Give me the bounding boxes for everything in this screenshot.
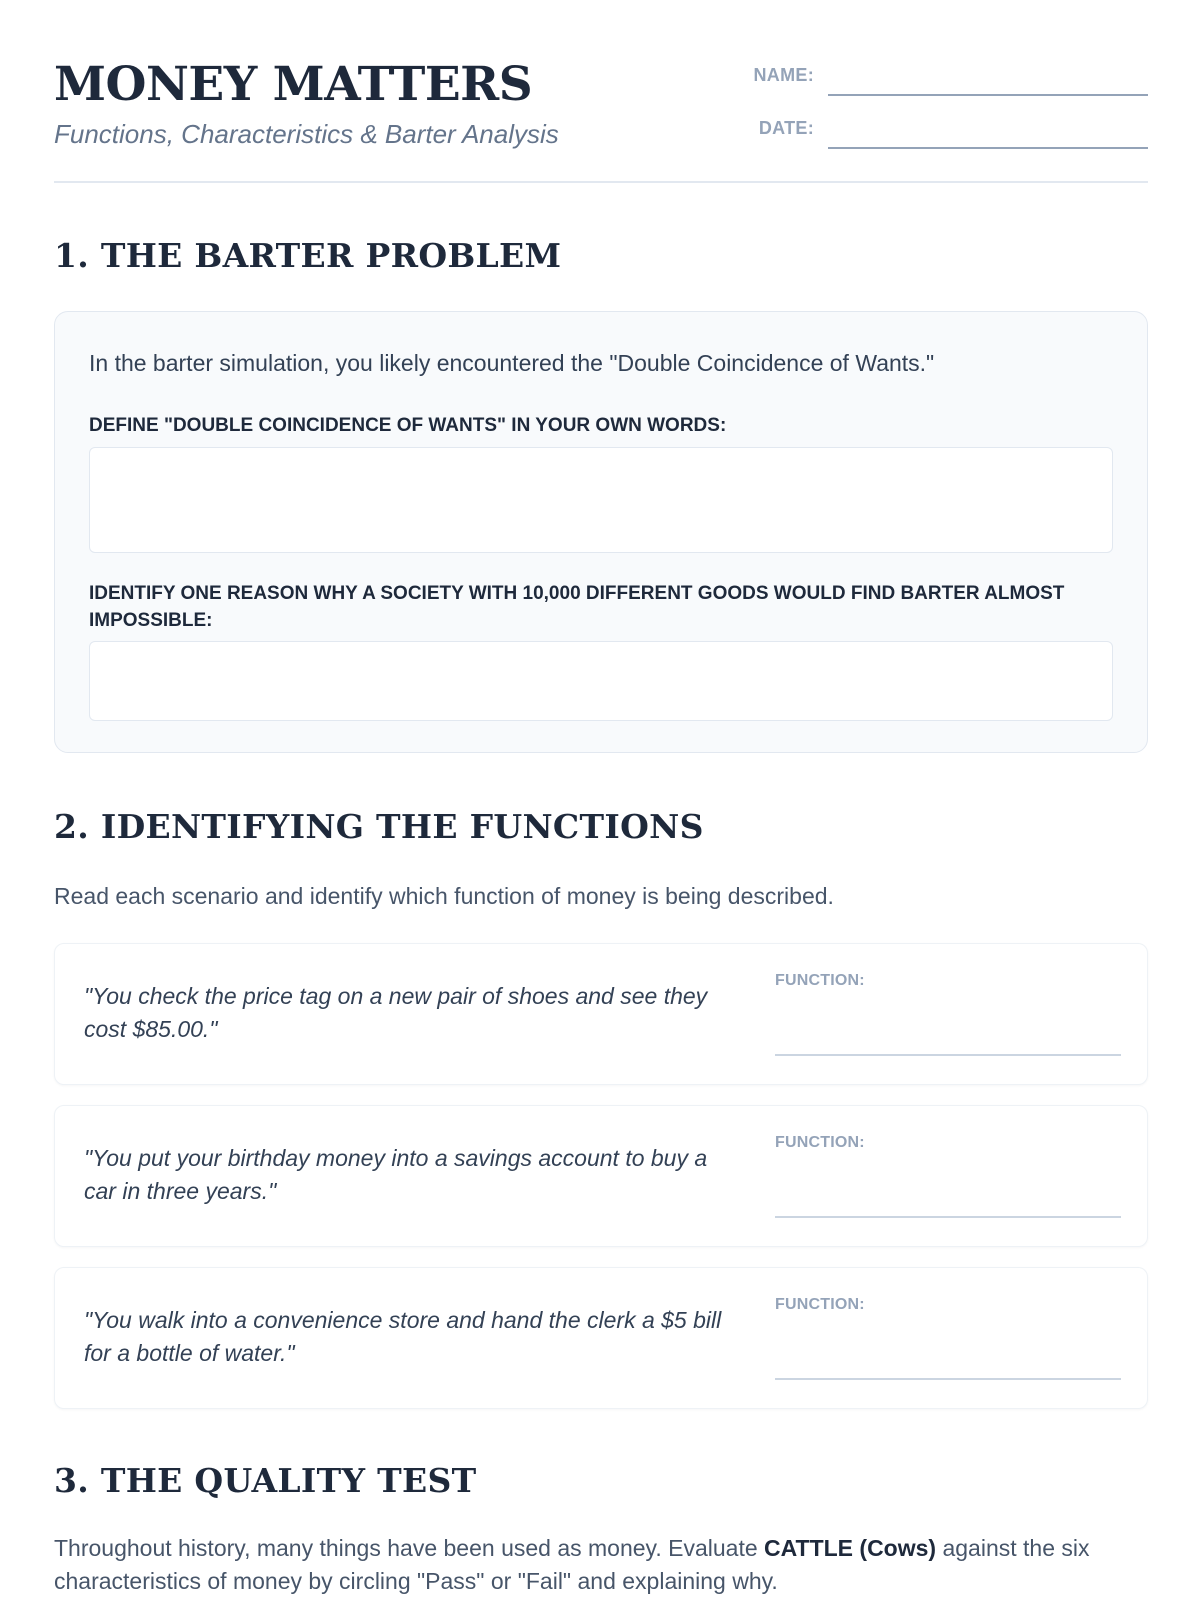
scenario-card	[54, 1267, 1148, 1409]
section-3-title: 3. THE QUALITY TEST	[54, 1461, 477, 1500]
section-1-title: 1. THE BARTER PROBLEM	[54, 236, 562, 275]
functions-intro: Read each scenario and identify which function of money is being described.	[54, 883, 834, 909]
cattle-emphasis: CATTLE (Cows)	[764, 1535, 937, 1561]
worksheet-header	[54, 55, 1148, 183]
function-answer-field[interactable]	[775, 1378, 1121, 1380]
barter-problem-box	[54, 311, 1148, 753]
scenario-card	[54, 943, 1148, 1085]
date-label: DATE:	[758, 118, 814, 138]
intro-text-end: against the six characteristics of money by circling "Pass" or "Fail" and explaining why.	[54, 1535, 1090, 1594]
date-row	[744, 111, 1148, 151]
scenario-card	[54, 1105, 1148, 1247]
scenario-quote: "You walk into a convenience store and hand the clerk a $5 bill for a bottle of water."	[84, 1307, 722, 1366]
function-label: FUNCTION:	[775, 1134, 865, 1151]
worksheet-page	[54, 0, 1148, 1600]
function-label: FUNCTION:	[775, 1296, 865, 1313]
section-2-title: 2. IDENTIFYING THE FUNCTIONS	[54, 807, 704, 846]
define-answer-field[interactable]	[89, 447, 1113, 553]
barter-intro: In the barter simulation, you likely encountered the "Double Coincidence of Wants."	[89, 350, 935, 376]
page-title: MONEY MATTERS	[54, 57, 533, 112]
name-row	[744, 58, 1148, 98]
function-label: FUNCTION:	[775, 972, 865, 989]
quality-test-intro	[54, 1532, 1148, 1598]
name-label: NAME:	[753, 65, 814, 85]
intro-text: Throughout history, many things have been used as money. Evaluate	[54, 1535, 765, 1561]
function-answer-field[interactable]	[775, 1216, 1121, 1218]
scenario-quote: "You put your birthday money into a savings account to buy a car in three years."	[84, 1145, 708, 1204]
question-reason-label: IDENTIFY ONE REASON WHY A SOCIETY WITH 10,000 DIFFERENT GOODS WOULD FIND BARTER ALMOST IMPOSSIBLE:	[89, 583, 1065, 631]
date-field[interactable]	[828, 147, 1148, 149]
function-answer-field[interactable]	[775, 1054, 1121, 1056]
name-field[interactable]	[828, 94, 1148, 96]
scenario-quote: "You check the price tag on a new pair of shoes and see they cost $85.00."	[84, 983, 708, 1042]
page-subtitle: Functions, Characteristics & Barter Analysis	[54, 119, 559, 149]
reason-answer-field[interactable]	[89, 641, 1113, 721]
question-define-label: DEFINE "DOUBLE COINCIDENCE OF WANTS" IN YOUR OWN WORDS:	[89, 415, 727, 436]
